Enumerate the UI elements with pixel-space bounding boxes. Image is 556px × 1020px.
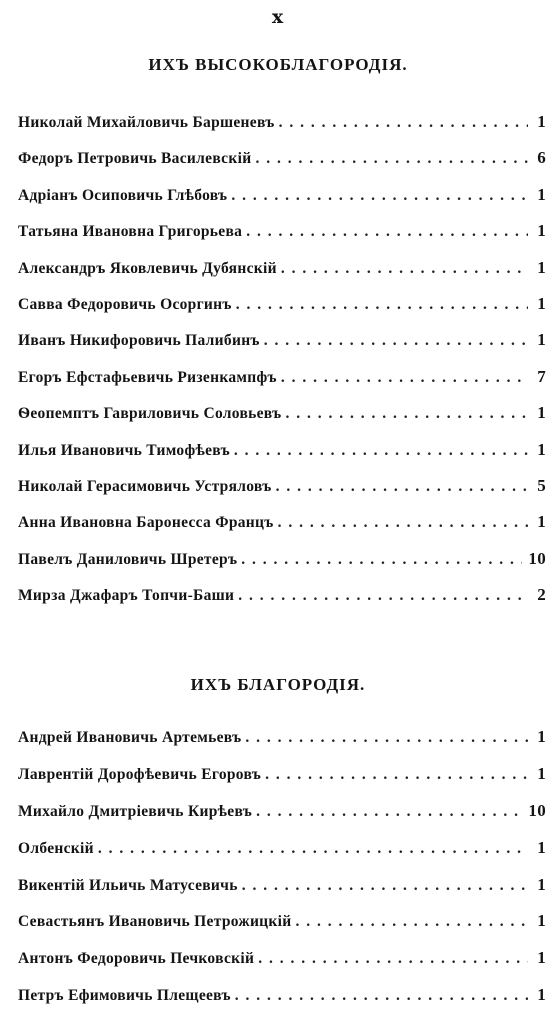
- entry-count: 1: [537, 403, 546, 423]
- list-entry: [18, 359, 546, 395]
- list-entry: [18, 140, 546, 176]
- entry-count: 1: [537, 184, 546, 204]
- entry-count: 1: [537, 293, 546, 313]
- list-entry: [18, 867, 546, 904]
- list-entry: [18, 719, 546, 756]
- list-entry: [18, 830, 546, 867]
- entry-name: Петръ Ефимовичь Плещеевъ: [18, 987, 231, 1005]
- entry-name: Михайло Дмитріевичь Кирѣевъ: [18, 802, 253, 820]
- dot-leader: [231, 178, 528, 214]
- entry-name: Ѳеопемптъ Гавриловичь Соловьевъ: [18, 405, 282, 423]
- entry-name: Федоръ Петровичь Василевскій: [18, 150, 252, 168]
- entry-count: 1: [537, 874, 546, 894]
- entry-name: Олбенскій: [18, 839, 94, 857]
- list-entry: [18, 395, 546, 431]
- dot-leader: [258, 941, 528, 978]
- dot-leader: [242, 868, 528, 905]
- entry-count: 2: [537, 585, 546, 605]
- entry-count: 1: [537, 763, 546, 783]
- dot-leader: [256, 794, 522, 831]
- entry-name: Николай Герасимовичь Устряловъ: [18, 477, 272, 495]
- entry-count: 1: [537, 112, 546, 131]
- entry-name: Викентій Ильичь Матусевичь: [18, 876, 238, 894]
- entry-name: Александръ Яковлевичь Дубянскій: [18, 259, 277, 277]
- entry-count: 10: [528, 548, 546, 568]
- list-entry: [18, 756, 546, 793]
- list-entry: [18, 793, 546, 830]
- list-entry: [18, 903, 546, 940]
- entry-name: Андрей Ивановичь Артемьевъ: [18, 729, 242, 746]
- dot-leader: [281, 251, 528, 287]
- dot-leader: [279, 105, 528, 141]
- list-entry: [18, 286, 546, 322]
- list-entry: [18, 250, 546, 286]
- dot-leader: [246, 214, 528, 250]
- entry-count: 1: [537, 911, 546, 931]
- list-entry: [18, 468, 546, 504]
- list-entry: [18, 940, 546, 977]
- entry-count: 1: [537, 948, 546, 968]
- entry-count: 5: [537, 475, 546, 495]
- dot-leader: [234, 433, 528, 469]
- entry-name: Татьяна Ивановна Григорьева: [18, 223, 243, 241]
- entry-count: 10: [528, 800, 546, 820]
- entry-count: 1: [537, 985, 546, 1005]
- dot-leader: [265, 757, 528, 794]
- entry-count: 6: [537, 148, 546, 168]
- dot-leader: [255, 141, 528, 177]
- dot-leader: [264, 323, 528, 359]
- list-entry: [18, 322, 546, 358]
- list-entry: [18, 104, 546, 140]
- entry-name: Анна Ивановна Баронесса Францъ: [18, 514, 274, 532]
- entry-count: 1: [537, 727, 546, 746]
- entry-name: Адріанъ Осиповичь Глѣбовъ: [18, 186, 228, 204]
- dot-leader: [98, 831, 528, 868]
- list-entry: [18, 577, 546, 613]
- entry-name: Николай Михайловичь Баршеневъ: [18, 114, 275, 131]
- entry-name: Савва Федоровичь Осоргинъ: [18, 295, 232, 313]
- list-entry: [18, 504, 546, 540]
- list-entry: [18, 977, 546, 1014]
- entry-count: 1: [537, 439, 546, 459]
- entry-count: 1: [537, 330, 546, 350]
- list-entry: [18, 177, 546, 213]
- dot-leader: [295, 904, 528, 941]
- entry-name: Лаврентій Дорофѣевичь Егоровъ: [18, 765, 262, 783]
- entry-count: 1: [537, 221, 546, 241]
- dot-leader: [236, 287, 528, 323]
- entry-name: Илья Ивановичь Тимофѣевъ: [18, 441, 230, 459]
- dot-leader: [241, 542, 522, 578]
- section-heading-vysokoblagorodiya: ИХЪ ВЫСОКОБЛАГОРОДІЯ.: [148, 55, 408, 74]
- entry-name: Егоръ Ефстафьевичь Ризенкампфъ: [18, 368, 277, 386]
- dot-leader: [245, 720, 528, 757]
- list-entry: [18, 541, 546, 577]
- entry-count: 1: [537, 837, 546, 857]
- entry-name: Севастьянъ Ивановичь Петрожицкій: [18, 913, 292, 931]
- dot-leader: [238, 578, 528, 614]
- entry-name: Антонъ Федоровичь Печковскій: [18, 950, 255, 968]
- list-entry: [18, 213, 546, 249]
- entry-name: Иванъ Никифоровичь Палибинъ: [18, 332, 260, 350]
- entry-count: 7: [537, 366, 546, 386]
- dot-leader: [235, 978, 528, 1015]
- dot-leader: [278, 505, 528, 541]
- list-entry: [18, 432, 546, 468]
- dot-leader: [285, 396, 528, 432]
- section-heading-blagorodiya: ИХЪ БЛАГОРОДІЯ.: [190, 675, 366, 694]
- entry-name: Павелъ Даниловичь Шретеръ: [18, 550, 238, 568]
- entry-count: 1: [537, 512, 546, 532]
- dot-leader: [281, 360, 528, 396]
- subscriber-list-blagorodiya: [18, 719, 546, 1014]
- dot-leader: [276, 469, 528, 505]
- page-number: x: [271, 6, 285, 28]
- entry-count: 1: [537, 257, 546, 277]
- subscriber-list-vysokoblagorodiya: [18, 104, 546, 613]
- entry-name: Мирза Джафаръ Топчи-Баши: [18, 587, 235, 605]
